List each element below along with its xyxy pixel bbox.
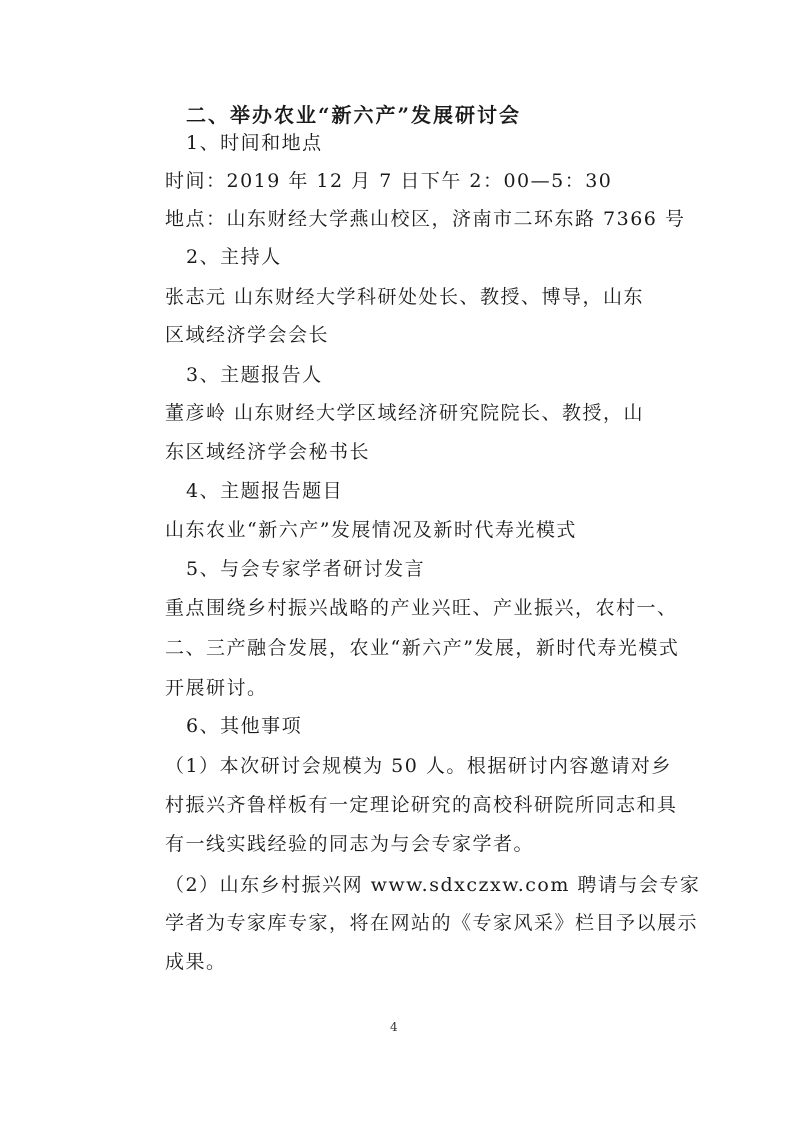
item-2-host-line1: 张志元 山东财经大学科研处处长、教授、博导，山东 bbox=[165, 286, 645, 308]
item-5-body-line1: 重点围绕乡村振兴战略的产业兴旺、产业振兴，农村一、 bbox=[165, 597, 678, 619]
item-6-p2-line2: 学者为专家库专家，将在网站的《专家风采》栏目予以展示 bbox=[165, 912, 699, 934]
item-1-time: 时间：2019 年 12 月 7 日下午 2：00—5：30 bbox=[165, 170, 613, 192]
item-6-p2-line3: 成果。 bbox=[165, 951, 227, 973]
item-5-body-line2: 二、三产融合发展，农业“新六产”发展，新时代寿光模式 bbox=[165, 637, 680, 659]
item-1-title: 1、时间和地点 bbox=[186, 132, 323, 154]
page-number: 4 bbox=[390, 1020, 398, 1034]
item-6-title: 6、其他事项 bbox=[186, 715, 303, 737]
item-6-p1-line3: 有一线实践经验的同志为与会专家学者。 bbox=[165, 833, 535, 855]
item-6-p2-line1: （2）山东乡村振兴网 www.sdxczxw.com 聘请与会专家 bbox=[165, 874, 701, 896]
item-2-title: 2、主持人 bbox=[186, 246, 282, 268]
item-6-p1-line1: （1）本次研讨会规模为 50 人。根据研讨内容邀请对乡 bbox=[165, 755, 672, 777]
item-3-speaker-line2: 东区域经济学会秘书长 bbox=[165, 441, 371, 463]
item-3-speaker-line1: 董彦岭 山东财经大学区域经济研究院院长、教授，山 bbox=[165, 402, 645, 424]
section-heading: 二、举办农业“新六产”发展研讨会 bbox=[186, 103, 522, 127]
item-2-host-line2: 区域经济学会会长 bbox=[165, 324, 330, 346]
item-5-body-line3: 开展研讨。 bbox=[165, 677, 268, 699]
item-1-place: 地点：山东财经大学燕山校区，济南市二环东路 7366 号 bbox=[165, 208, 686, 230]
item-6-p1-line2: 村振兴齐鲁样板有一定理论研究的高校科研院所同志和具 bbox=[165, 794, 678, 816]
item-5-title: 5、与会专家学者研讨发言 bbox=[186, 558, 426, 580]
item-4-title: 4、主题报告题目 bbox=[186, 480, 344, 502]
item-4-topic: 山东农业“新六产”发展情况及新时代寿光模式 bbox=[165, 519, 577, 541]
item-3-title: 3、主题报告人 bbox=[186, 364, 323, 386]
